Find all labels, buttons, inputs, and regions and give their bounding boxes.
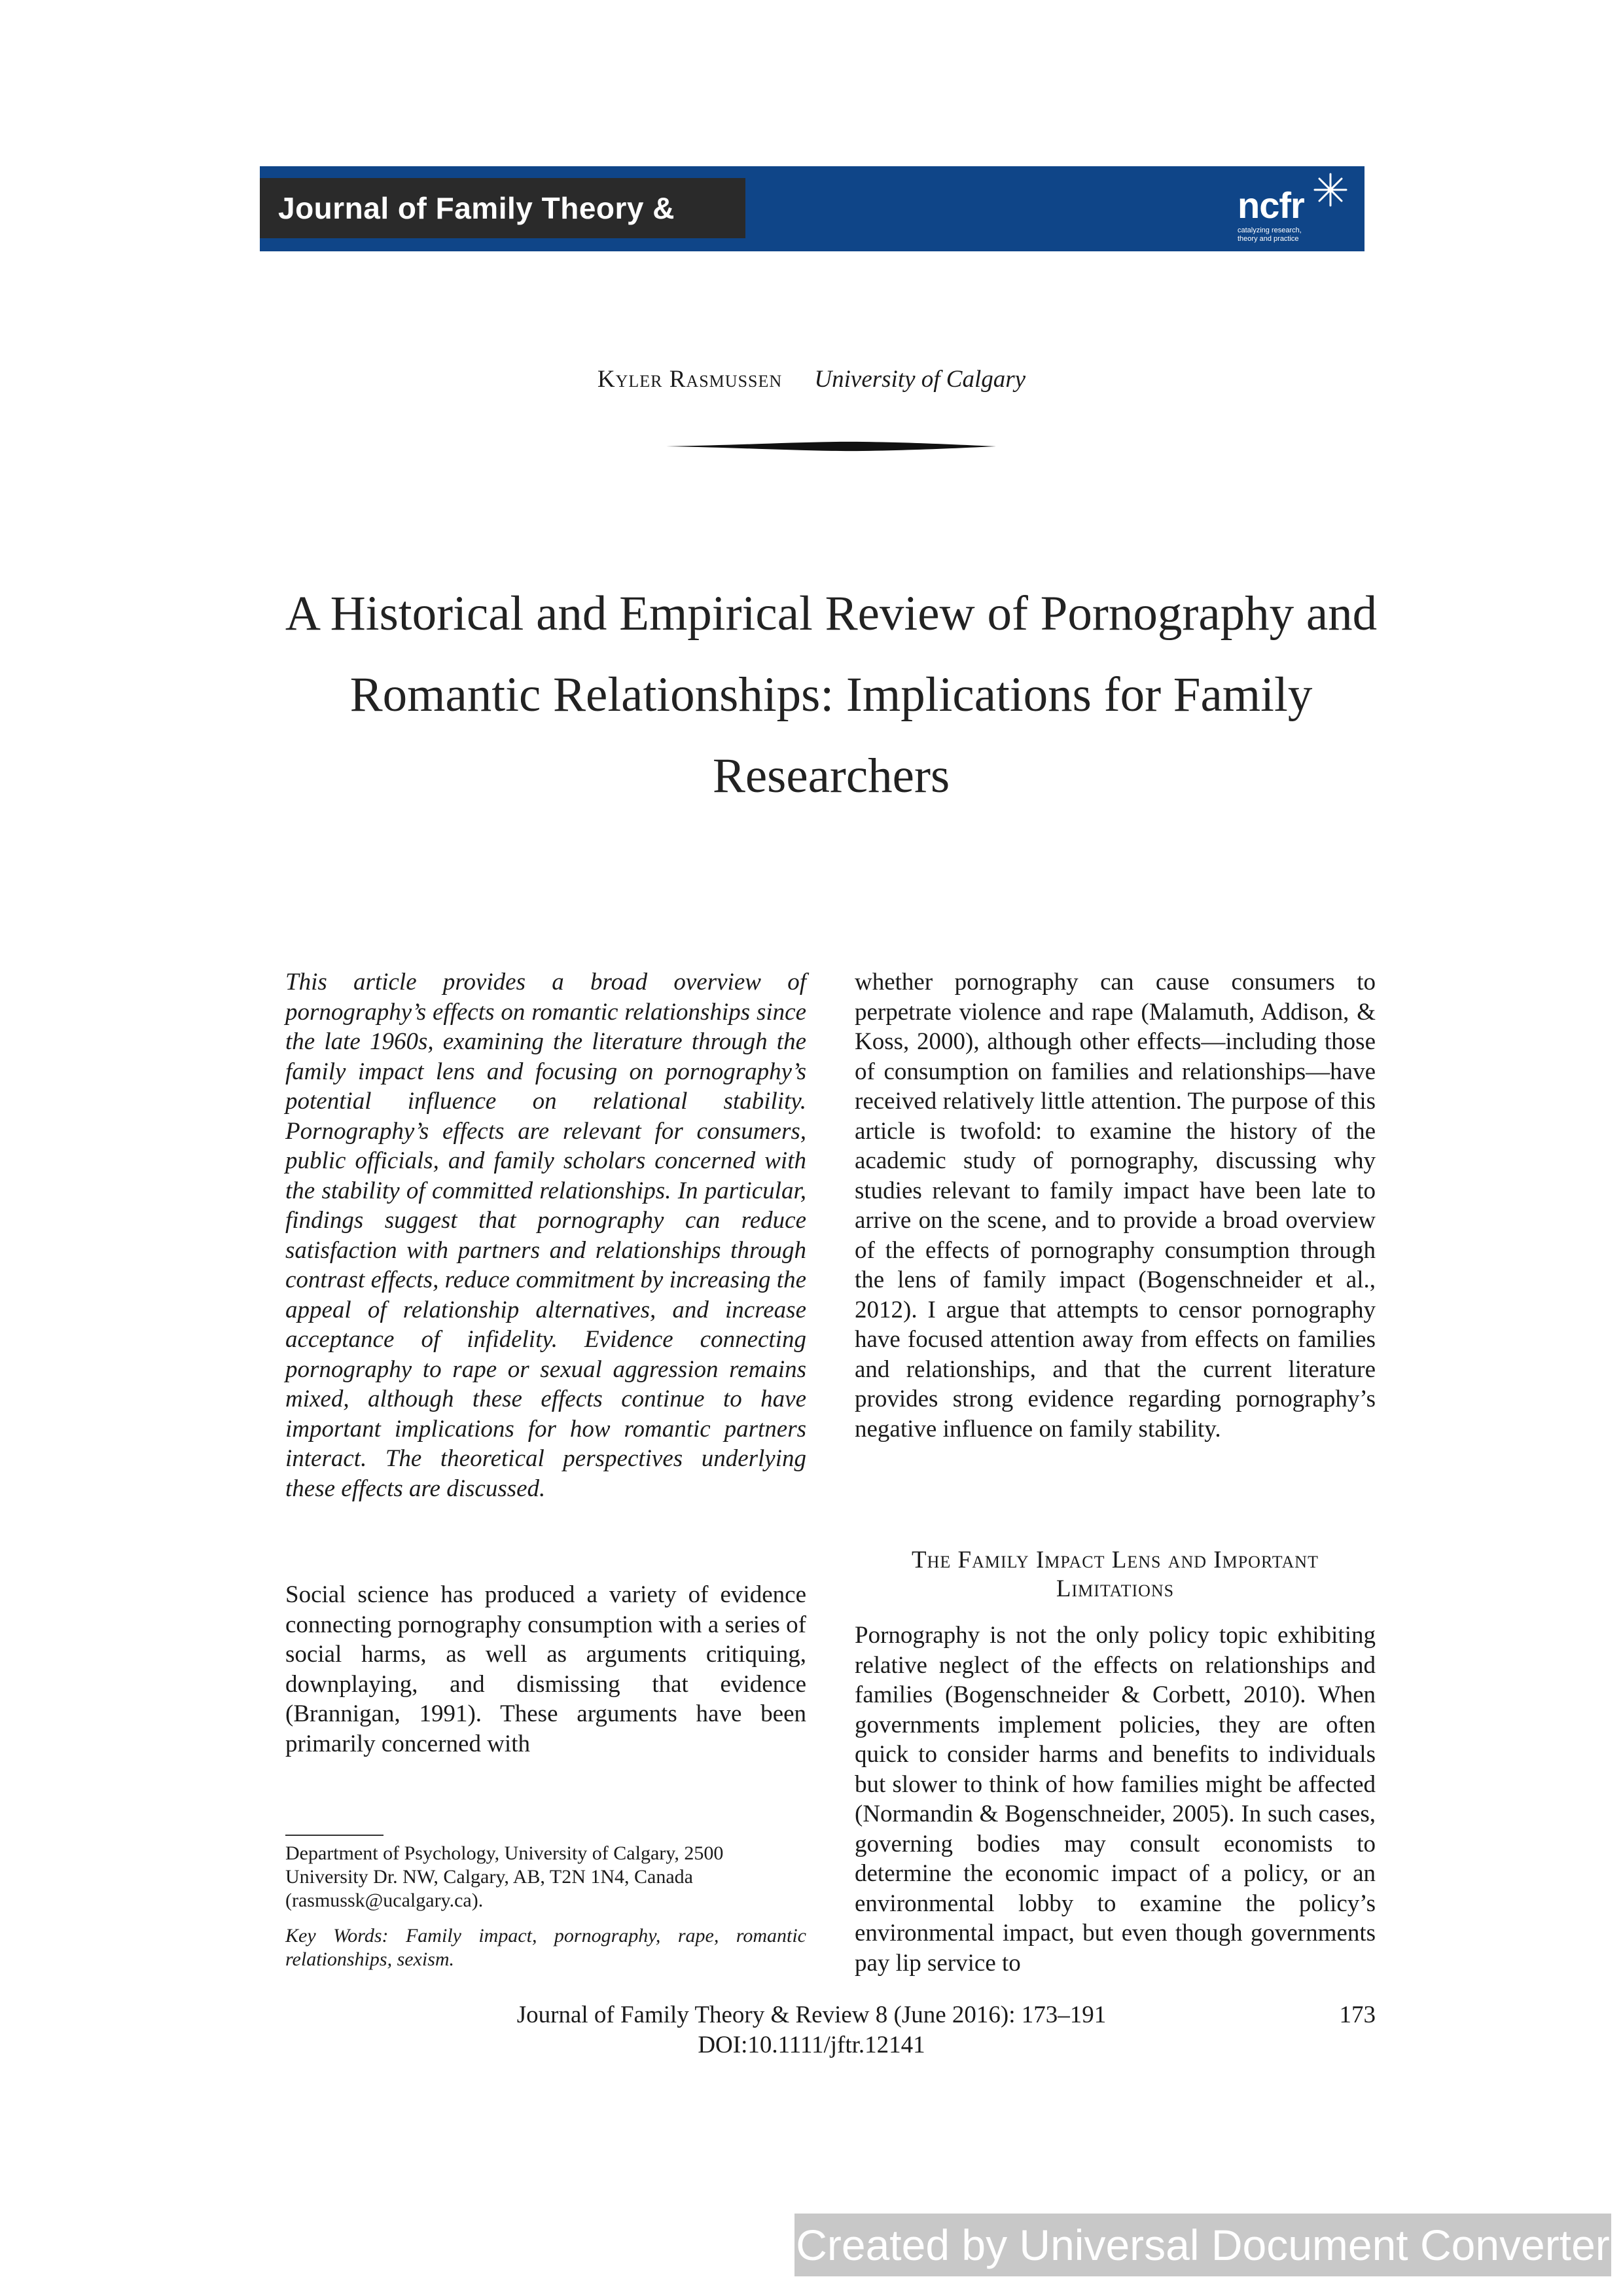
author-footnote: Department of Psychology, University of Calgary, 2500 University Dr. NW, Calgary, AB, T2N 1N4, Canada (rasmussk@ucalgary.ca). <box>285 1842 724 1911</box>
page-footer <box>0 2000 1623 2060</box>
intro-right-text: whether pornography can cause consumers to perpetrate violence and rape (Malamuth, Addison, & Koss, 2000), although other effects—including those of consumption on families and relationships—have received relatively little attention. The purpose of this article is twofold: to examine the history of the academic study of pornography, discussing why studies relevant to family impact have been late to arrive on the scene, and to provide a broad overview of the effects of pornography consumption through the lens of family impact (Bogenschneider et al., 2012). I argue that attempts to censor pornography have focused attention away from effects on families and relationships, and that the current literature provides strong evidence regarding pornography’s negative influence on family stability. <box>855 969 1376 1443</box>
logo-text: ncfr <box>1238 185 1304 226</box>
article-title: A Historical and Empirical Review of Pornography and Romantic Relationships: Implications for Family Researchers <box>285 586 1378 803</box>
logo-tagline: catalyzing research, theory and practice <box>1238 226 1302 243</box>
section-paragraph <box>855 1621 1376 1978</box>
intro-left-text: Social science has produced a variety of evidence connecting pornography consumption with a series of social harms, as well as arguments critiquing, downplaying, and dismissing that evidence (Brannigan, 1991). These arguments have been primarily concerned with <box>285 1581 806 1757</box>
ornamental-divider <box>666 439 996 454</box>
section-heading: The Family Impact Lens and Important Limitations <box>912 1547 1319 1602</box>
journal-banner <box>260 166 1364 285</box>
converter-watermark: Created by Universal Document Converter <box>794 2214 1611 2276</box>
journal-citation: Journal of Family Theory & Review 8 (June 2016): 173–191 <box>516 2001 1107 2028</box>
author-affiliation: University of Calgary <box>814 366 1026 393</box>
doi: DOI:10.1111/jftr.12141 <box>698 2032 925 2058</box>
page-number: 173 <box>1339 2001 1376 2028</box>
footnote-rule <box>285 1835 383 1836</box>
keywords: Key Words: Family impact, pornography, rape, romantic relationships, sexism. <box>285 1925 806 1970</box>
abstract <box>285 967 806 1503</box>
ncfr-logo <box>1228 170 1353 247</box>
author-name: Kyler Rasmussen <box>597 366 783 393</box>
section-text: Pornography is not the only policy topic exhibiting relative neglect of the effects on relationships and families (Bogenschneider & Corbett, 2010). When governments implement policies, they are often quick to consider harms and benefits to individuals but slower to think of how families might be affected (Normandin & Bogenschneider, 2005). In such cases, governing bodies may consult economists to determine the economic impact of a policy, or an environmental lobby to examine the policy’s environmental impact, but even though governments pay lip service to <box>855 1622 1376 1977</box>
abstract-text: This article provides a broad overview of pornography’s effects on romantic relationships since the late 1960s, examining the literature through the family impact lens and focusing on pornography’s potential influence on relational stability. Pornography’s effects are relevant for consumers, public officials, and family scholars concerned with the stability of committed relationships. In particular, findings suggest that pornography can reduce satisfaction with partners and relationships through contrast effects, reduce commitment by increasing the appeal of relationship alternatives, and increase acceptance of infidelity. Evidence connecting pornography to rape or sexual aggression remains mixed, although these effects continue to have important implications for how romantic partners interact. The theoretical perspectives underlying these effects are discussed. <box>285 969 806 1502</box>
starburst-icon <box>1312 171 1349 208</box>
intro-paragraph-left <box>285 1580 806 1759</box>
intro-paragraph-right <box>855 967 1376 1444</box>
author-line <box>0 364 1623 395</box>
journal-name: Journal of Family Theory & Review <box>260 178 745 238</box>
